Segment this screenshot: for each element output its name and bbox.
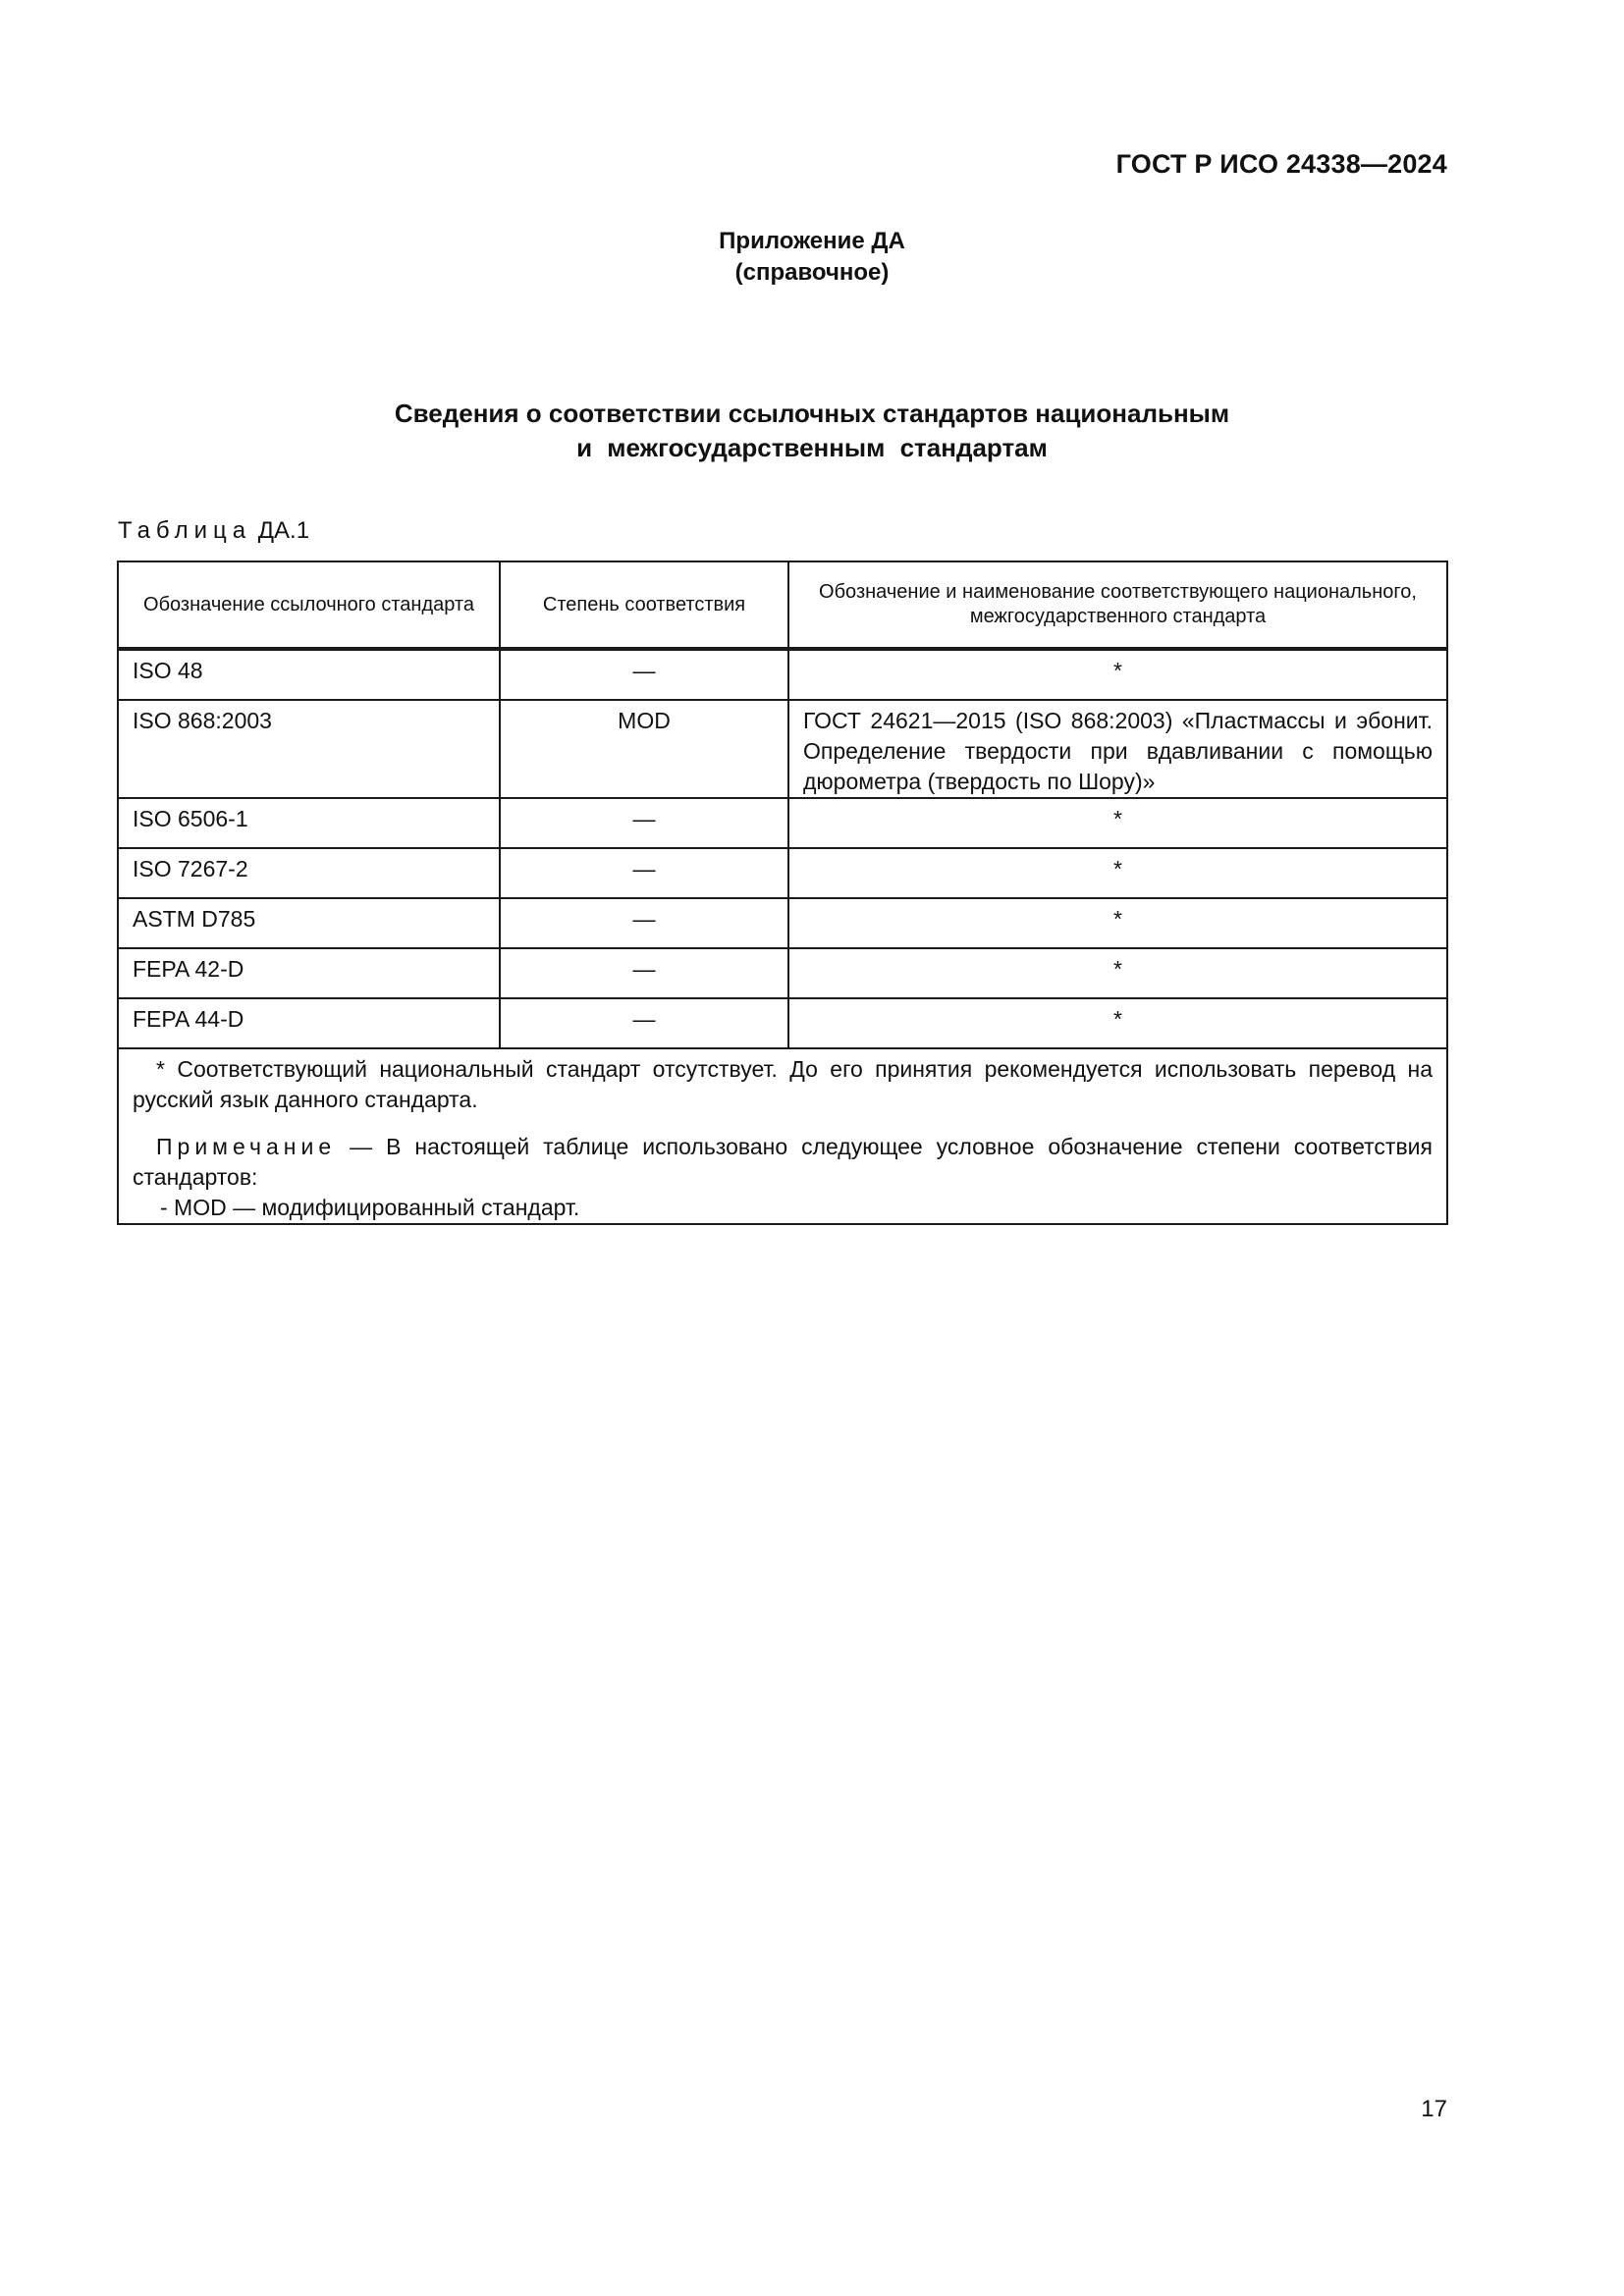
table-row xyxy=(118,998,1447,1048)
table-row xyxy=(118,649,1447,700)
cell-national: ГОСТ 24621—2015 (ISO 868:2003) «Пластмассы и эбонит. Определение твердости при вдавливании с помощью дюрометра (твердость по Шору)» xyxy=(788,700,1447,798)
cell-national: * xyxy=(788,848,1447,898)
cell-ref: FEPA 44-D xyxy=(118,998,500,1048)
table-header-row xyxy=(118,561,1447,649)
section-title-line2: и межгосударственным стандартам xyxy=(576,433,1048,462)
cell-degree: MOD xyxy=(500,700,788,798)
cell-degree: — xyxy=(500,798,788,848)
cell-ref: ISO 868:2003 xyxy=(118,700,500,798)
section-title-line1: Сведения о соответствии ссылочных стандартов национальным xyxy=(394,399,1230,428)
note-list-item: - MOD — модифицированный стандарт. xyxy=(160,1195,580,1220)
table-footnote: * Соответствующий национальный стандарт отсутствует. До его принятия рекомендуется использовать перевод на русский язык данного стандарта. xyxy=(133,1056,1433,1112)
page-number: 17 xyxy=(1421,2096,1447,2122)
table-row xyxy=(118,948,1447,998)
appendix-subtitle: (справочное) xyxy=(734,259,890,286)
header-national-standard: Обозначение и наименование соответствующего национального, межгосударственного стандарта xyxy=(788,561,1447,649)
cell-degree: — xyxy=(500,649,788,700)
cell-ref: ISO 7267-2 xyxy=(118,848,500,898)
table-label xyxy=(118,517,309,545)
cell-degree: — xyxy=(500,948,788,998)
cell-ref: ISO 6506-1 xyxy=(118,798,500,848)
header-ref-standard: Обозначение ссылочного стандарта xyxy=(118,561,500,649)
table-row xyxy=(118,700,1447,798)
correspondence-table xyxy=(117,561,1448,1225)
table-row xyxy=(118,798,1447,848)
cell-degree: — xyxy=(500,998,788,1048)
cell-degree: — xyxy=(500,848,788,898)
cell-national: * xyxy=(788,649,1447,700)
note-text: — В настоящей таблице использовано следующее условное обозначение степени соответствия стандартов: xyxy=(133,1134,1433,1190)
cell-national: * xyxy=(788,948,1447,998)
cell-national: * xyxy=(788,998,1447,1048)
note-label: Примечание xyxy=(156,1134,337,1159)
table-label-word: Таблица xyxy=(118,517,252,544)
appendix-heading xyxy=(0,226,1624,289)
cell-degree: — xyxy=(500,898,788,948)
table-row xyxy=(118,848,1447,898)
appendix-title: Приложение ДА xyxy=(719,228,905,254)
table-note xyxy=(133,1132,1433,1193)
cell-national: * xyxy=(788,798,1447,848)
cell-ref: FEPA 42-D xyxy=(118,948,500,998)
header-degree: Степень соответствия xyxy=(500,561,788,649)
table-notes-row xyxy=(118,1048,1447,1224)
table-label-number: ДА.1 xyxy=(257,517,310,544)
standard-designation: ГОСТ Р ИСО 24338—2024 xyxy=(1115,149,1447,179)
table-row xyxy=(118,898,1447,948)
cell-ref: ISO 48 xyxy=(118,649,500,700)
cell-ref: ASTM D785 xyxy=(118,898,500,948)
cell-national: * xyxy=(788,898,1447,948)
section-title xyxy=(0,397,1624,465)
table-notes xyxy=(118,1048,1447,1224)
